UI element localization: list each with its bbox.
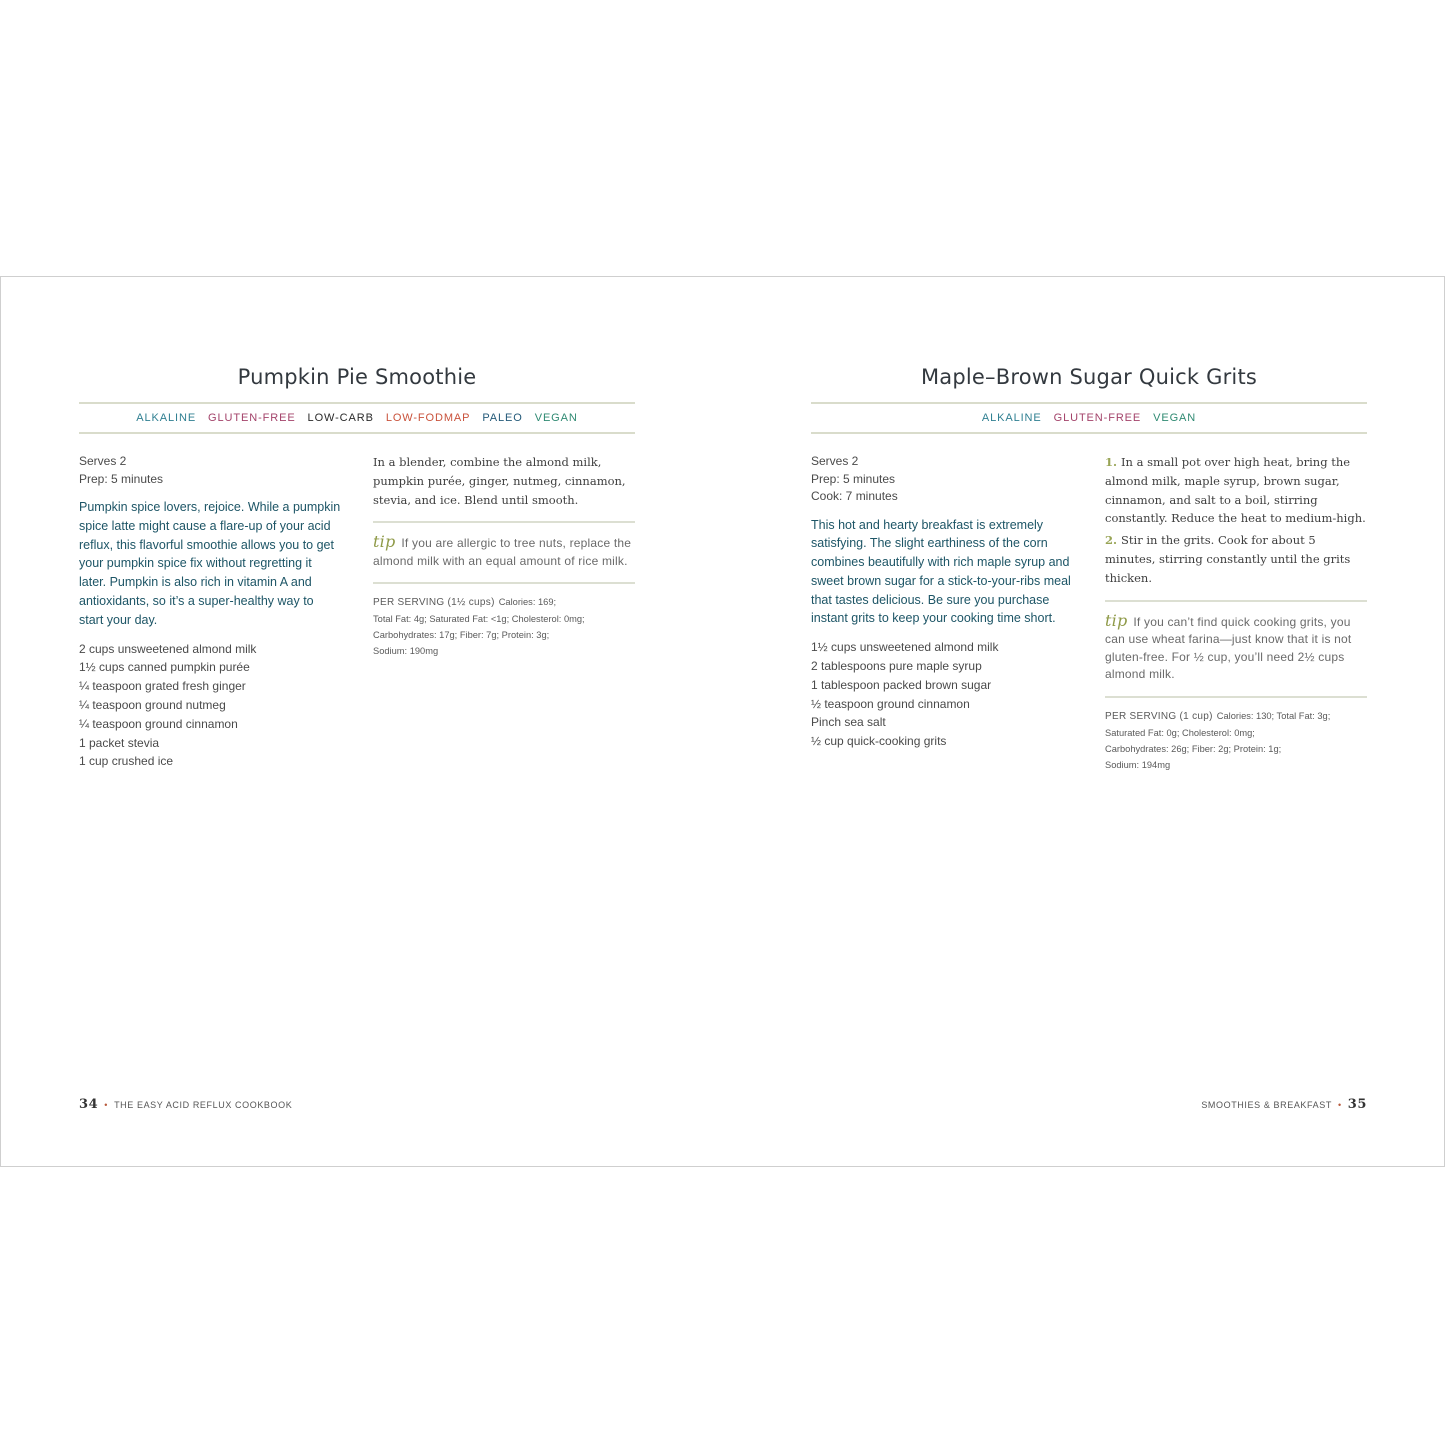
recipe-info-column	[811, 453, 1073, 751]
step-text: Stir in the grits. Cook for about 5 minutes, stirring constantly until the grits thicken.	[1105, 533, 1351, 585]
title-rule	[811, 402, 1367, 404]
prep-time: Prep: 5 minutes	[79, 471, 164, 486]
diet-tag: ALKALINE	[981, 412, 1042, 424]
running-head: THE EASY ACID REFLUX COOKBOOK	[114, 1100, 293, 1110]
right-page	[811, 277, 1367, 1166]
nutrition-line: Calories: 169;	[498, 597, 557, 608]
recipe-method-column	[1105, 453, 1367, 773]
ingredient-list	[79, 640, 341, 772]
page-number: 34	[79, 1097, 99, 1112]
diet-tag: GLUTEN-FREE	[1053, 412, 1142, 424]
nutrition-line: Saturated Fat: 0g; Cholesterol: 0mg;	[1105, 727, 1255, 738]
tags-rule	[811, 432, 1367, 434]
ingredient-item: 1½ cups canned pumpkin purée	[79, 660, 250, 675]
tip-label: tip	[1105, 610, 1128, 630]
tip-text: If you are allergic to tree nuts, replace the almond milk with an equal amount of rice milk.	[373, 536, 632, 568]
serves: Serves 2	[79, 454, 127, 468]
page-footer	[1201, 1097, 1367, 1112]
left-page	[79, 277, 635, 1166]
nutrition-line: Sodium: 190mg	[373, 646, 439, 657]
step-number: 2.	[1105, 533, 1118, 548]
diet-tag: LOW-CARB	[307, 412, 374, 424]
recipe-title: Maple–Brown Sugar Quick Grits	[920, 365, 1258, 389]
diet-tags	[811, 412, 1367, 424]
nutrition-line: Total Fat: 4g; Saturated Fat: <1g; Cholesterol: 0mg;	[373, 614, 585, 625]
nutrition-serving: PER SERVING (1½ cups)	[373, 597, 495, 609]
nutrition-line: Calories: 130; Total Fat: 3g;	[1216, 710, 1331, 721]
nutrition-line: Carbohydrates: 17g; Fiber: 7g; Protein: 3g;	[373, 630, 550, 641]
diet-tag: VEGAN	[534, 412, 578, 424]
step-text: In a small pot over high heat, bring the almond milk, maple syrup, brown sugar, cinnamon, and salt to a boil, stirring constantly. Reduce the heat to medium-high.	[1105, 455, 1366, 526]
ingredient-item: 1½ cups unsweetened almond milk	[811, 640, 999, 655]
ingredient-item: 1 cup crushed ice	[79, 754, 174, 769]
cook-time: Cook: 7 minutes	[811, 489, 898, 503]
book-spread	[0, 276, 1445, 1167]
ingredient-item: 2 cups unsweetened almond milk	[79, 641, 257, 656]
page-number: 35	[1347, 1097, 1367, 1112]
divider	[373, 521, 635, 523]
recipe-method-column	[373, 453, 635, 659]
step-number: 1.	[1105, 455, 1118, 469]
recipe-intro: This hot and hearty breakfast is extremely satisfying. The slight earthiness of the corn combines beautifully with rich maple syrup and sweet brown sugar for a stick-to-your-ribs meal that tastes delicious. Be sure you purchase instant grits to keep your cooking time short.	[811, 517, 1071, 626]
nutrition-info	[373, 594, 635, 659]
bullet-separator: •	[1337, 1100, 1342, 1110]
tip-box	[1105, 612, 1367, 684]
diet-tag: LOW-FODMAP	[385, 412, 471, 424]
direction-step	[1105, 531, 1367, 587]
tip-box	[373, 533, 635, 570]
ingredient-item: ¼ teaspoon ground nutmeg	[79, 697, 226, 712]
diet-tags	[79, 412, 635, 424]
prep-time: Prep: 5 minutes	[811, 471, 896, 486]
diet-tag: VEGAN	[1153, 412, 1197, 424]
ingredient-item: 2 tablespoons pure maple syrup	[811, 659, 982, 674]
ingredient-item: ½ cup quick-cooking grits	[811, 734, 947, 749]
recipe-intro: Pumpkin spice lovers, rejoice. While a pumpkin spice latte might cause a flare-up of your acid reflux, this flavorful smoothie allows you to get your pumpkin spice fix without regretting it later. Pumpkin is also rich in vitamin A and antioxidants, so it’s a super-healthy way to start your day.	[79, 500, 341, 627]
ingredient-item: 1 tablespoon packed brown sugar	[811, 677, 992, 692]
ingredient-list	[811, 638, 1073, 751]
recipe-info-column	[79, 453, 341, 771]
tags-rule	[79, 432, 635, 434]
bullet-separator: •	[104, 1100, 109, 1110]
directions: In a blender, combine the almond milk, pumpkin purée, ginger, nutmeg, cinnamon, stevia, and ice. Blend until smooth.	[373, 455, 626, 507]
page-footer	[79, 1097, 292, 1112]
diet-tag: PALEO	[482, 412, 523, 424]
nutrition-line: Carbohydrates: 26g; Fiber: 2g; Protein: 1g;	[1105, 743, 1282, 754]
recipe-title: Pumpkin Pie Smoothie	[237, 365, 477, 389]
diet-tag: ALKALINE	[136, 412, 197, 424]
divider	[1105, 696, 1367, 698]
serves: Serves 2	[811, 454, 859, 468]
divider	[373, 582, 635, 584]
divider	[1105, 600, 1367, 602]
ingredient-item: ½ teaspoon ground cinnamon	[811, 696, 970, 711]
running-head: SMOOTHIES & BREAKFAST	[1201, 1100, 1332, 1110]
ingredient-item: ¼ teaspoon grated fresh ginger	[79, 679, 246, 694]
tip-label: tip	[373, 532, 396, 552]
title-rule	[79, 402, 635, 404]
tip-text: If you can’t find quick cooking grits, you can use wheat farina—just know that it is not gluten-free. For ½ cup, you’ll need 2½ cups almond milk.	[1105, 614, 1352, 682]
ingredient-item: Pinch sea salt	[811, 715, 886, 730]
nutrition-line: Sodium: 194mg	[1105, 759, 1171, 770]
diet-tag: GLUTEN-FREE	[208, 412, 296, 424]
direction-step	[1105, 453, 1367, 528]
ingredient-item: 1 packet stevia	[79, 735, 160, 750]
ingredient-item: ¼ teaspoon ground cinnamon	[79, 716, 238, 731]
nutrition-serving: PER SERVING (1 cup)	[1105, 710, 1213, 722]
nutrition-info	[1105, 708, 1367, 773]
